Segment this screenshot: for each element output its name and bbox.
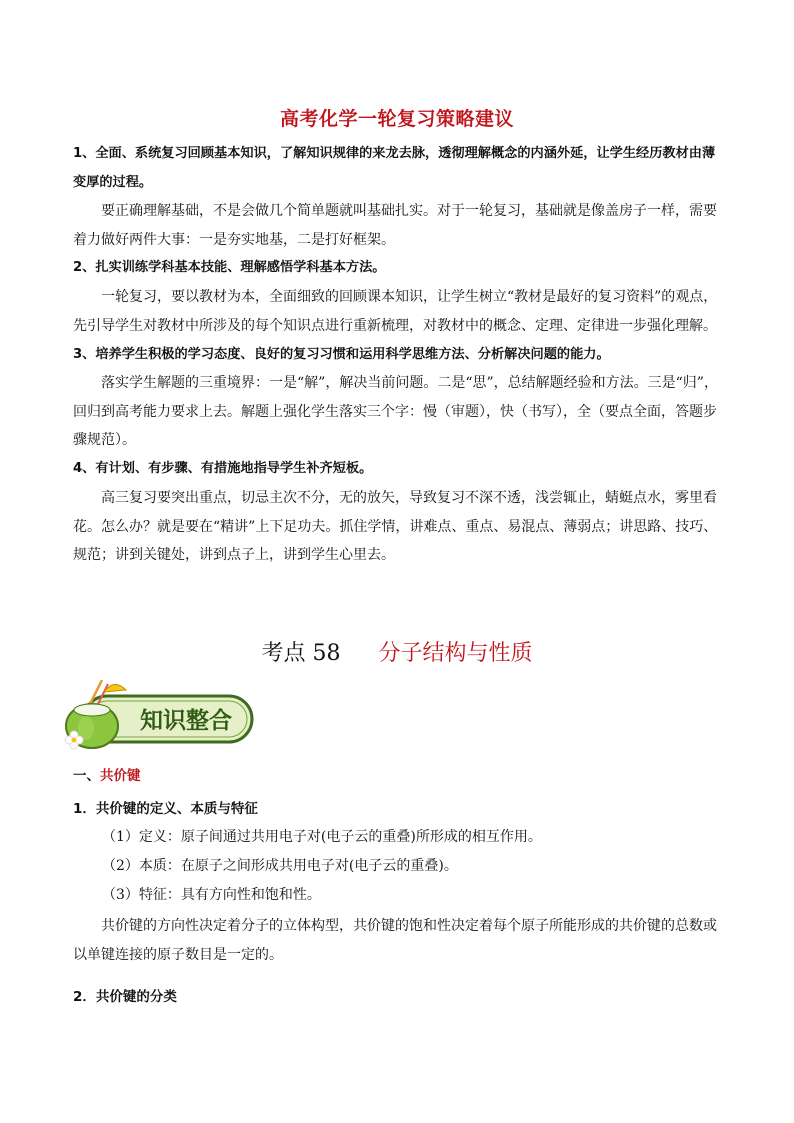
strategy-body-4: 高三复习要突出重点，切忌主次不分，无的放矢，导致复习不深不透，浅尝辄止，蜻蜓点水，雾里看花。怎么办？就是要在“精讲”上下足功夫。抓住学情，讲难点、重点、易混点、薄弱点；讲思路、技巧、规范；讲到关键处，讲到点子上，讲到学生心里去。 xyxy=(73,490,718,563)
knowledge-integration-badge xyxy=(60,678,260,750)
definition-item-2: （2）本质：在原子之间形成共用电子对(电子云的重叠)。 xyxy=(102,858,458,874)
badge-text: 知识整合 xyxy=(140,708,232,734)
subsection-1-heading: 1．共价键的定义、本质与特征 xyxy=(73,801,258,817)
definition-item-3: （3）特征：具有方向性和饱和性。 xyxy=(102,887,321,903)
strategy-heading-4: 4、有计划、有步骤、有措施地指导学生补齐短板。 xyxy=(73,461,373,476)
page-title: 高考化学一轮复习策略建议 xyxy=(279,108,514,130)
strategy-body-3: 落实学生解题的三重境界：一是“解”，解决当前问题。二是“思”，总结解题经验和方法。三是“归”，回归到高考能力要求上去。解题上强化学生落实三个字：慢（审题），快（书写），全（要点全面，答题步骤规范）。 xyxy=(73,375,718,448)
kaodian-name: 分子结构与性质 xyxy=(378,641,533,666)
kaodian-number: 考点 58 xyxy=(261,641,341,666)
strategy-body-1: 要正确理解基础，不是会做几个简单题就叫基础扎实。对于一轮复习，基础就是像盖房子一样，需要着力做好两件大事：一是夯实地基，二是打好框架。 xyxy=(73,203,717,248)
subsection-2-heading: 2．共价键的分类 xyxy=(73,989,177,1005)
strategy-heading-3: 3、培养学生积极的学习态度、良好的复习习惯和运用科学思维方法、分析解决问题的能力。 xyxy=(73,347,610,362)
summary-paragraph: 共价键的方向性决定着分子的立体构型，共价键的饱和性决定着每个原子所能形成的共价键的总数或以单键连接的原子数目是一定的。 xyxy=(73,918,717,963)
kaodian-title xyxy=(0,636,794,667)
section-prefix: 一、 xyxy=(73,768,100,784)
strategy-heading-2: 2、扎实训练学科基本技能、理解感悟学科基本方法。 xyxy=(73,260,386,275)
strategy-heading-1: 1、全面、系统复习回顾基本知识，了解知识规律的来龙去脉，透彻理解概念的内涵外延，让学生经历教材由薄变厚的过程。 xyxy=(73,146,716,190)
badge-graphic xyxy=(60,678,260,750)
section-title: 共价键 xyxy=(100,768,141,784)
section-heading xyxy=(73,764,141,784)
definition-item-1: （1）定义：原子间通过共用电子对(电子云的重叠)所形成的相互作用。 xyxy=(102,829,542,845)
strategy-body-2: 一轮复习，要以教材为本，全面细致的回顾课本知识，让学生树立“教材是最好的复习资料”的观点，先引导学生对教材中所涉及的每个知识点进行重新梳理，对教材中的概念、定理、定律进一步强化理解。 xyxy=(73,289,718,334)
